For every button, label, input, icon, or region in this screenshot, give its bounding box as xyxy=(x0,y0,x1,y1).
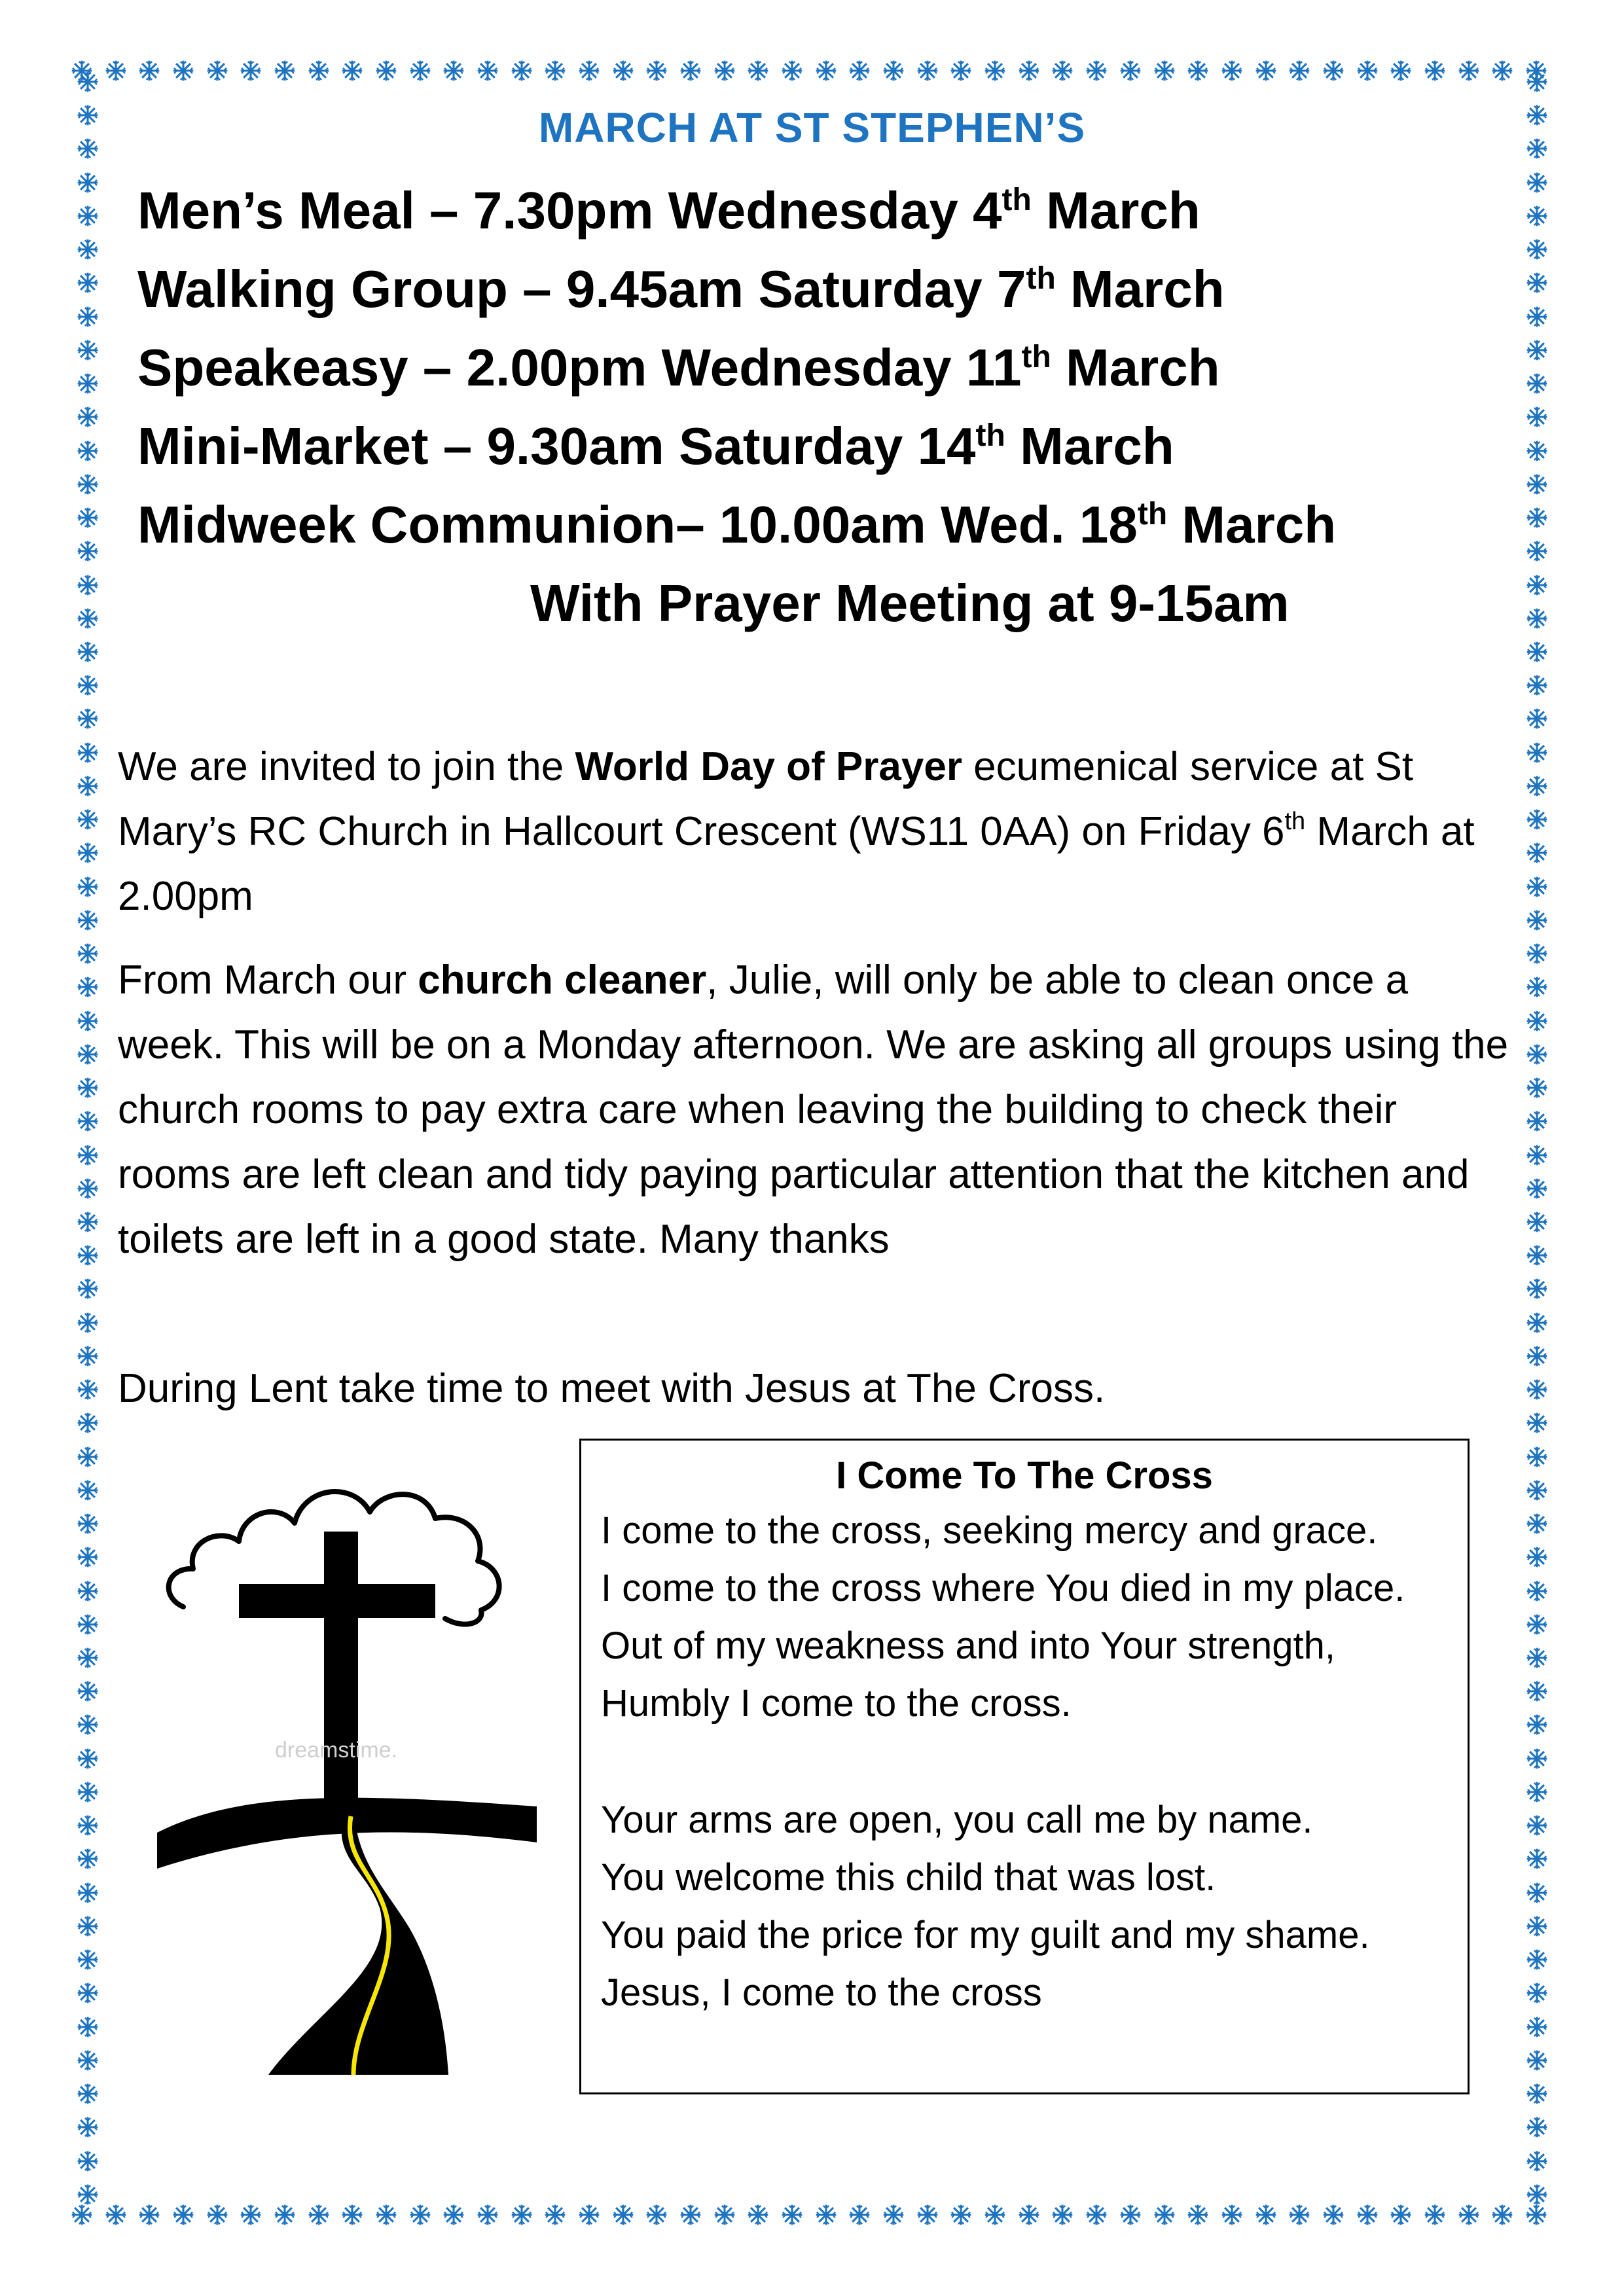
snowflake-icon xyxy=(1526,2183,1548,2206)
snowflake-icon xyxy=(77,1177,99,1200)
snowflake-icon xyxy=(578,2204,600,2226)
snowflake-icon xyxy=(1526,1345,1548,1367)
snowflake-icon xyxy=(77,641,99,663)
snowflake-icon xyxy=(77,1312,99,1334)
cleaner-paragraph: From March our church cleaner, Julie, will only be able to clean once a week. This will be on a Monday afternoon. We are asking all groups using the church rooms to pay extra care when leaving the building to check their rooms are left clean and tidy paying particular attention that the kitchen and toilets are left in a good state. Many thanks xyxy=(118,958,1509,1262)
snowflake-icon xyxy=(77,808,99,831)
snowflake-icon xyxy=(1018,2204,1040,2226)
snowflake-icon xyxy=(747,60,769,82)
snowflake-icon xyxy=(77,540,99,562)
snowflake-icon xyxy=(77,406,99,428)
snowflake-icon xyxy=(713,60,736,82)
snowflake-icon xyxy=(77,1580,99,1602)
snowflake-icon xyxy=(882,60,905,82)
snowflake-icon xyxy=(77,1713,99,1736)
snowflake-icon xyxy=(1526,1010,1548,1032)
snowflake-icon xyxy=(679,60,702,82)
snowflake-icon xyxy=(645,60,668,82)
snowflake-icon xyxy=(77,1748,99,1770)
snowflake-icon xyxy=(1526,1077,1548,1099)
snowflake-icon xyxy=(77,1814,99,1837)
cross-road-icon xyxy=(157,1450,537,2075)
snowflake-icon xyxy=(77,742,99,764)
snowflake-icon xyxy=(77,2049,99,2072)
snowflake-icon xyxy=(77,1244,99,1266)
snowflake-icon xyxy=(77,1211,99,1233)
snowflake-icon xyxy=(77,1144,99,1166)
snowflake-icon xyxy=(1526,876,1548,898)
lent-paragraph: During Lent take time to meet with Jesus at The Cross. xyxy=(118,1366,1106,1411)
snowflake-icon xyxy=(916,2204,939,2226)
event-speakeasy: Speakeasy – 2.00pm Wednesday 11th March xyxy=(137,338,1220,397)
snowflake-icon xyxy=(815,2204,837,2226)
snowflake-icon xyxy=(1288,2204,1310,2226)
snowflake-icon xyxy=(409,2204,431,2226)
snowflake-icon xyxy=(1526,1948,1548,1971)
snowflake-icon xyxy=(77,876,99,898)
snowflake-icon xyxy=(77,2116,99,2138)
hymn-line: Your arms are open, you call me by name. xyxy=(601,1799,1313,1841)
snowflake-icon xyxy=(375,60,397,82)
snowflake-icon xyxy=(1526,909,1548,931)
snowflake-icon xyxy=(1526,808,1548,831)
snowflake-icon xyxy=(1085,2204,1108,2226)
snowflake-icon xyxy=(1187,60,1209,82)
snowflake-icon xyxy=(1322,60,1344,82)
event-walking-group: Walking Group – 9.45am Saturday 7th March xyxy=(137,260,1225,318)
border-bottom xyxy=(71,2200,1547,2229)
hymn-line: I come to the cross, seeking mercy and grace. xyxy=(601,1509,1378,1552)
hymn-box xyxy=(579,1439,1470,2094)
snowflake-icon xyxy=(1085,60,1108,82)
snowflake-icon xyxy=(77,1513,99,1535)
hymn-line: I come to the cross where You died in my place. xyxy=(601,1567,1405,1609)
snowflake-icon xyxy=(77,1378,99,1401)
snowflake-icon xyxy=(1526,1446,1548,1468)
snowflake-icon xyxy=(1526,1546,1548,1568)
world-day-paragraph: We are invited to join the World Day of Prayer ecumenical service at St Mary’s RC Church in Hallcourt Crescent (WS11 0AA) on Friday 6th March at 2.00pm xyxy=(118,744,1475,919)
snowflake-icon xyxy=(77,842,99,864)
snowflake-icon xyxy=(1526,1144,1548,1166)
snowflake-icon xyxy=(1526,1479,1548,1501)
snowflake-icon xyxy=(1526,2116,1548,2138)
snowflake-icon xyxy=(1255,2204,1277,2226)
snowflake-icon xyxy=(1051,2204,1074,2226)
snowflake-icon xyxy=(713,2204,736,2226)
snowflake-icon xyxy=(77,1915,99,1937)
snowflake-icon xyxy=(77,507,99,529)
snowflake-icon xyxy=(1390,2204,1412,2226)
snowflake-icon xyxy=(1526,372,1548,395)
snowflake-icon xyxy=(77,674,99,696)
snowflake-icon xyxy=(442,2204,465,2226)
snowflake-icon xyxy=(341,2204,363,2226)
snowflake-icon xyxy=(77,1110,99,1132)
snowflake-icon xyxy=(308,2204,330,2226)
snowflake-icon xyxy=(1390,60,1412,82)
event-mini-market: Mini-Market – 9.30am Saturday 14th March xyxy=(137,417,1174,475)
snowflake-icon xyxy=(1526,1781,1548,1803)
snowflake-icon xyxy=(77,1982,99,2004)
snowflake-icon xyxy=(1153,60,1176,82)
snowflake-icon xyxy=(77,2083,99,2105)
snowflake-icon xyxy=(1221,60,1243,82)
snowflake-icon xyxy=(1526,976,1548,998)
snowflake-icon xyxy=(612,60,634,82)
snowflake-icon xyxy=(544,60,566,82)
snowflake-icon xyxy=(77,1010,99,1032)
snowflake-icon xyxy=(1526,1713,1548,1736)
hymn-line: You welcome this child that was lost. xyxy=(601,1856,1216,1899)
snowflake-icon xyxy=(77,1278,99,1300)
snowflake-icon xyxy=(1526,1580,1548,1602)
border-top xyxy=(71,56,1547,85)
snowflake-icon xyxy=(984,60,1006,82)
snowflake-icon xyxy=(77,2016,99,2038)
snowflake-icon xyxy=(1526,1244,1548,1266)
snowflake-icon xyxy=(77,1613,99,1636)
snowflake-icon xyxy=(1526,540,1548,562)
snowflake-icon xyxy=(1458,60,1480,82)
snowflake-icon xyxy=(409,60,431,82)
snowflake-icon xyxy=(77,1848,99,1870)
snowflake-icon xyxy=(1526,942,1548,965)
snowflake-icon xyxy=(950,60,972,82)
snowflake-icon xyxy=(1356,2204,1379,2226)
page-title: MARCH AT ST STEPHEN’S xyxy=(538,104,1086,151)
snowflake-icon xyxy=(1526,1278,1548,1300)
snowflake-icon xyxy=(1526,1848,1548,1870)
snowflake-icon xyxy=(1458,2204,1480,2226)
snowflake-icon xyxy=(1526,1110,1548,1132)
snowflake-icon xyxy=(984,2204,1006,2226)
snowflake-icon xyxy=(77,1479,99,1501)
snowflake-icon xyxy=(1526,1412,1548,1434)
snowflake-icon xyxy=(612,2204,634,2226)
snowflake-icon xyxy=(77,607,99,630)
hymn-line: Jesus, I come to the cross xyxy=(601,1971,1042,2014)
snowflake-icon xyxy=(1221,2204,1243,2226)
snowflake-icon xyxy=(77,1948,99,1971)
snowflake-icon xyxy=(77,1546,99,1568)
snowflake-icon xyxy=(77,238,99,260)
snowflake-icon xyxy=(138,60,160,82)
snowflake-icon xyxy=(1153,2204,1176,2226)
snowflake-icon xyxy=(477,2204,499,2226)
snowflake-icon xyxy=(1526,742,1548,764)
snowflake-icon xyxy=(1526,607,1548,630)
hymn-line: You paid the price for my guilt and my shame. xyxy=(601,1914,1370,1956)
snowflake-icon xyxy=(1526,306,1548,328)
snowflake-icon xyxy=(1526,272,1548,294)
snowflake-icon xyxy=(206,60,228,82)
snowflake-icon xyxy=(341,60,363,82)
snowflake-icon xyxy=(138,2204,160,2226)
snowflake-icon xyxy=(1288,60,1310,82)
snowflake-icon xyxy=(1255,60,1277,82)
watermark-text: dreamstime. xyxy=(275,1738,398,1763)
snowflake-icon xyxy=(1526,339,1548,361)
snowflake-icon xyxy=(1526,1982,1548,2004)
snowflake-icon xyxy=(815,60,837,82)
snowflake-icon xyxy=(1526,708,1548,730)
snowflake-icon xyxy=(1526,440,1548,462)
snowflake-icon xyxy=(848,60,871,82)
snowflake-icon xyxy=(1018,60,1040,82)
snowflake-icon xyxy=(274,60,296,82)
event-prayer-meeting: With Prayer Meeting at 9-15am xyxy=(530,574,1290,632)
snowflake-icon xyxy=(1187,2204,1209,2226)
snowflake-icon xyxy=(1526,2016,1548,2038)
snowflake-icon xyxy=(1526,1177,1548,1200)
snowflake-icon xyxy=(1526,205,1548,227)
snowflake-icon xyxy=(1526,674,1548,696)
snowflake-icon xyxy=(77,942,99,965)
snowflake-icon xyxy=(1526,171,1548,194)
snowflake-icon xyxy=(77,2183,99,2206)
snowflake-icon xyxy=(77,909,99,931)
snowflake-icon xyxy=(77,1345,99,1367)
snowflake-icon xyxy=(1491,60,1513,82)
snowflake-icon xyxy=(77,171,99,194)
snowflake-icon xyxy=(1526,2049,1548,2072)
snowflake-icon xyxy=(240,60,262,82)
snowflake-icon xyxy=(1526,1915,1548,1937)
snowflake-icon xyxy=(308,60,330,82)
snowflake-icon xyxy=(172,2204,194,2226)
snowflake-icon xyxy=(206,2204,228,2226)
snowflake-icon xyxy=(77,1043,99,1066)
snowflake-icon xyxy=(1526,473,1548,495)
snowflake-icon xyxy=(1526,1814,1548,1837)
snowflake-icon xyxy=(950,2204,972,2226)
snowflake-icon xyxy=(1526,1680,1548,1702)
snowflake-icon xyxy=(240,2204,262,2226)
snowflake-icon xyxy=(1526,1513,1548,1535)
snowflake-icon xyxy=(578,60,600,82)
snowflake-icon xyxy=(77,1077,99,1099)
snowflake-icon xyxy=(77,272,99,294)
snowflake-icon xyxy=(375,2204,397,2226)
snowflake-icon xyxy=(1119,60,1142,82)
snowflake-icon xyxy=(1526,574,1548,596)
snowflake-icon xyxy=(1424,2204,1446,2226)
snowflake-icon xyxy=(1526,775,1548,797)
border-right xyxy=(1523,71,1551,2206)
snowflake-icon xyxy=(1119,2204,1142,2226)
snowflake-icon xyxy=(1051,60,1074,82)
hymn-line: Out of my weakness and into Your strength, xyxy=(601,1624,1335,1667)
snowflake-icon xyxy=(1526,406,1548,428)
snowflake-icon xyxy=(77,440,99,462)
border-left xyxy=(73,71,102,2206)
snowflake-icon xyxy=(77,339,99,361)
snowflake-icon xyxy=(1526,1748,1548,1770)
snowflake-icon xyxy=(77,473,99,495)
snowflake-icon xyxy=(77,1781,99,1803)
snowflake-icon xyxy=(77,1412,99,1434)
snowflake-icon xyxy=(1526,238,1548,260)
event-list xyxy=(137,171,1512,643)
snowflake-icon xyxy=(1526,641,1548,663)
snowflake-icon xyxy=(645,2204,668,2226)
snowflake-icon xyxy=(1491,2204,1513,2226)
snowflake-icon xyxy=(1525,2204,1547,2226)
snowflake-icon xyxy=(747,2204,769,2226)
snowflake-icon xyxy=(1526,1882,1548,1904)
snowflake-icon xyxy=(77,372,99,395)
snowflake-icon xyxy=(77,1446,99,1468)
snowflake-icon xyxy=(511,2204,533,2226)
snowflake-icon xyxy=(781,60,803,82)
snowflake-icon xyxy=(77,976,99,998)
snowflake-icon xyxy=(1526,2150,1548,2172)
snowflake-icon xyxy=(172,60,194,82)
event-midweek-communion: Midweek Communion– 10.00am Wed. 18th March xyxy=(137,495,1337,554)
snowflake-icon xyxy=(1356,60,1379,82)
snowflake-icon xyxy=(1526,1613,1548,1636)
snowflake-icon xyxy=(274,2204,296,2226)
snowflake-icon xyxy=(1526,1211,1548,1233)
snowflake-icon xyxy=(1526,71,1548,93)
snowflake-icon xyxy=(1322,2204,1344,2226)
snowflake-icon xyxy=(77,1647,99,1669)
snowflake-icon xyxy=(77,205,99,227)
snowflake-icon xyxy=(77,574,99,596)
snowflake-icon xyxy=(77,1882,99,1904)
snowflake-icon xyxy=(848,2204,871,2226)
snowflake-icon xyxy=(544,2204,566,2226)
snowflake-icon xyxy=(1526,1312,1548,1334)
snowflake-icon xyxy=(77,708,99,730)
snowflake-icon xyxy=(679,2204,702,2226)
snowflake-icon xyxy=(1526,1647,1548,1669)
snowflake-icon xyxy=(1424,60,1446,82)
snowflake-icon xyxy=(442,60,465,82)
snowflake-icon xyxy=(1526,2083,1548,2105)
hymn-line: Humbly I come to the cross. xyxy=(601,1682,1072,1725)
snowflake-icon xyxy=(916,60,939,82)
snowflake-icon xyxy=(77,71,99,93)
snowflake-icon xyxy=(77,306,99,328)
snowflake-icon xyxy=(1526,507,1548,529)
snowflake-icon xyxy=(77,775,99,797)
snowflake-icon xyxy=(781,2204,803,2226)
snowflake-icon xyxy=(511,60,533,82)
snowflake-icon xyxy=(1526,842,1548,864)
hymn-title: I Come To The Cross xyxy=(836,1454,1213,1497)
snowflake-icon xyxy=(105,60,127,82)
event-mens-meal: Men’s Meal – 7.30pm Wednesday 4th March xyxy=(137,181,1200,240)
snowflake-icon xyxy=(71,2204,93,2226)
snowflake-icon xyxy=(1526,1043,1548,1066)
snowflake-icon xyxy=(882,2204,905,2226)
snowflake-icon xyxy=(1526,1378,1548,1401)
snowflake-icon xyxy=(105,2204,127,2226)
snowflake-icon xyxy=(477,60,499,82)
snowflake-icon xyxy=(77,1680,99,1702)
snowflake-icon xyxy=(77,2150,99,2172)
